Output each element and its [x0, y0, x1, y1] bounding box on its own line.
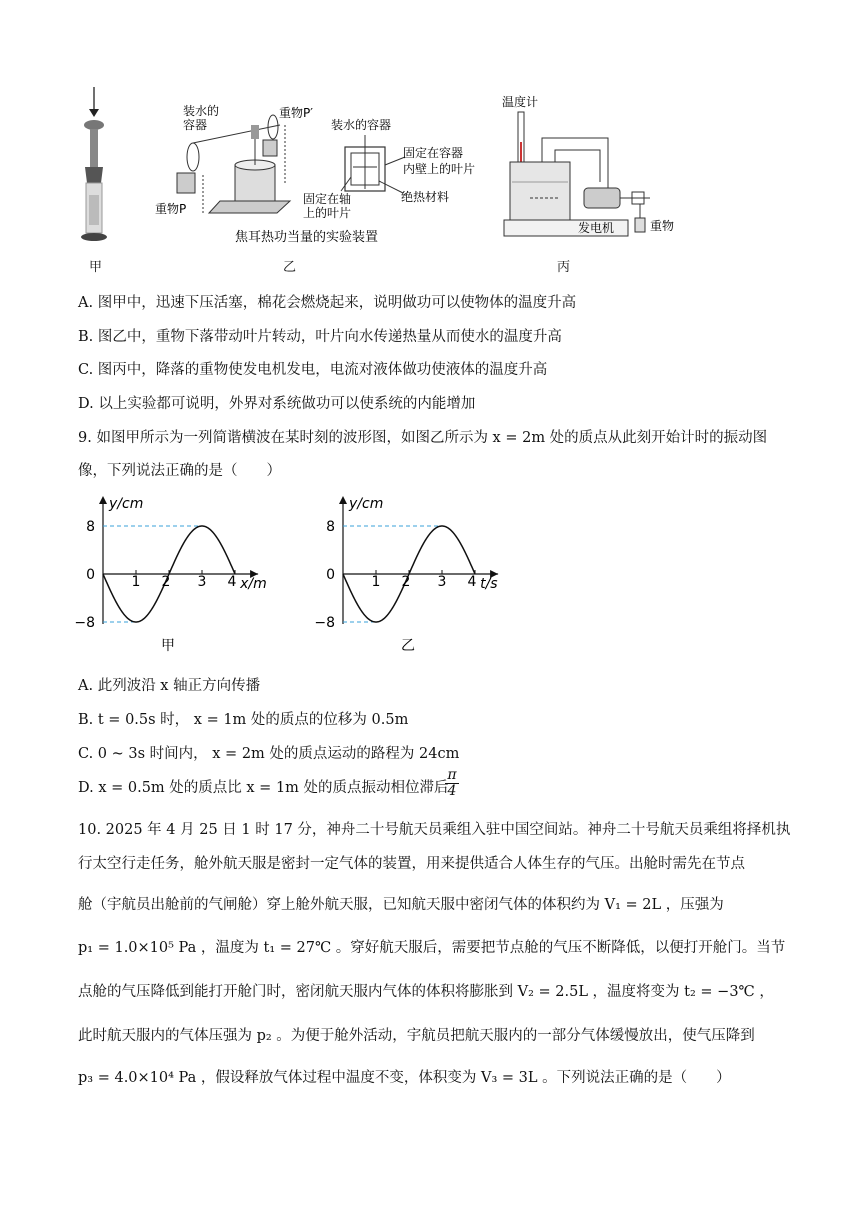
label-weight: 重物	[650, 219, 675, 233]
y-tick-label: 8	[86, 519, 95, 535]
q8-option-c: C. 图丙中，降落的重物使发电机发电，电流对液体做功使液体的温度升高	[78, 362, 548, 378]
caption-bing: 丙	[557, 260, 571, 275]
y-tick-label: 8	[326, 519, 335, 535]
label-weight-p: 重物P	[155, 202, 187, 216]
y-axis-arrow	[339, 496, 347, 504]
q8-option-a: A. 图甲中，迅速下压活塞，棉花会燃烧起来，说明做功可以使物体的温度升高	[78, 295, 577, 311]
q8-option-d: D. 以上实验都可说明，外界对系统做功可以使系统的内能增加	[78, 396, 476, 412]
q9-stem-2: 像，下列说法正确的是（ ）	[78, 463, 281, 479]
q9-stem-1: 9. 如图甲所示为一列简谐横波在某时刻的波形图，如图乙所示为 x = 2m 处的质点从此刻开始计时的振动图	[78, 430, 768, 446]
label-fixed-wall2: 内壁上的叶片	[403, 162, 476, 176]
q10-line-4: p₁ = 1.0×10⁵ Pa ，温度为 t₁ = 27℃ 。穿好航天服后，需要把节点舱的气压不断降低，以便打开舱门。当节	[78, 940, 786, 956]
label-fixed-axis: 固定在轴	[303, 192, 352, 206]
q9-option-b: B. t = 0.5s 时， x = 1m 处的质点的位移为 0.5m	[78, 712, 409, 728]
q9-option-a: A. 此列波沿 x 轴正方向传播	[78, 678, 261, 694]
figure-bing	[500, 92, 690, 242]
q10-line-7: p₃ = 4.0×10⁴ Pa ，假设释放气体过程中温度不变，体积变为 V₃ = 3L 。下列说法正确的是（ ）	[78, 1070, 731, 1086]
q10-line-5: 点舱的气压降低到能打开舱门时，密闭航天服内气体的体积将膨胀到 V₂ = 2.5L ，温度将变为 t₂ = −3℃ ，	[78, 984, 774, 1000]
y-axis-label: y/cm	[349, 496, 384, 512]
label-weight-p-prime: 重物P′	[279, 106, 313, 120]
label-fixed-axis2: 上的叶片	[303, 206, 352, 220]
label-insulation: 绝热材料	[401, 190, 450, 204]
x-tick-label: 2	[161, 574, 171, 590]
label-container-left2: 容器	[183, 118, 208, 132]
chart-caption: 甲	[161, 638, 175, 654]
chart-jia	[74, 490, 298, 655]
figure-yi	[155, 95, 495, 250]
phase-numerator: π	[445, 768, 459, 784]
q8-option-b: B. 图乙中，重物下落带动叶片转动，叶片向水传递热量从而使水的温度升高	[78, 329, 562, 345]
y-tick-label: −8	[74, 615, 95, 631]
q10-line-6: 此时航天服内的气体压强为 p₂ 。为便于舱外活动，宇航员把航天服内的一部分气体缓慢放出，使气压降到	[78, 1028, 755, 1044]
x-tick-label: 1	[371, 574, 381, 590]
caption-jia: 甲	[89, 260, 103, 275]
y-tick-label: 0	[326, 567, 335, 583]
phase-denominator: 4	[447, 783, 457, 799]
label-thermometer: 温度计	[502, 95, 539, 109]
phase-fraction	[445, 768, 459, 799]
y-axis-label: y/cm	[109, 496, 144, 512]
chart-caption: 乙	[401, 638, 415, 654]
q10-line-1: 10. 2025 年 4 月 25 日 1 时 17 分，神舟二十号航天员乘组入驻中国空间站。神舟二十号航天员乘组将择机执	[78, 822, 791, 838]
x-tick-label: 4	[467, 574, 477, 590]
x-tick-label: 3	[197, 574, 207, 590]
figure-jia	[70, 85, 130, 250]
q9-option-c: C. 0 ~ 3s 时间内， x = 2m 处的质点运动的路程为 24cm	[78, 746, 460, 762]
x-axis-label: x/m	[240, 576, 267, 592]
label-fixed-wall: 固定在容器	[403, 146, 464, 160]
x-axis-label: t/s	[480, 576, 498, 592]
caption-yi: 乙	[283, 260, 297, 275]
q9-option-d: D. x = 0.5m 处的质点比 x = 1m 处的质点振动相位滞后	[78, 780, 449, 796]
x-tick-label: 4	[227, 574, 237, 590]
q10-line-2: 行太空行走任务，舱外航天服是密封一定气体的装置，用来提供适合人体生存的气压。出舱时需先在节点	[78, 856, 745, 872]
label-container-left: 装水的	[183, 104, 220, 118]
y-tick-label: 0	[86, 567, 95, 583]
label-container-right: 装水的容器	[331, 118, 392, 132]
chart-yi	[314, 490, 538, 655]
yi-title: 焦耳热功当量的实验装置	[235, 230, 379, 245]
x-tick-label: 3	[437, 574, 447, 590]
q10-line-3: 舱（宇航员出舱前的气闸舱）穿上舱外航天服，已知航天服中密闭气体的体积约为 V₁ = 2L ，压强为	[78, 897, 724, 913]
y-axis-arrow	[99, 496, 107, 504]
x-tick-label: 1	[131, 574, 141, 590]
x-tick-label: 2	[401, 574, 411, 590]
label-generator: 发电机	[578, 221, 615, 235]
y-tick-label: −8	[314, 615, 335, 631]
